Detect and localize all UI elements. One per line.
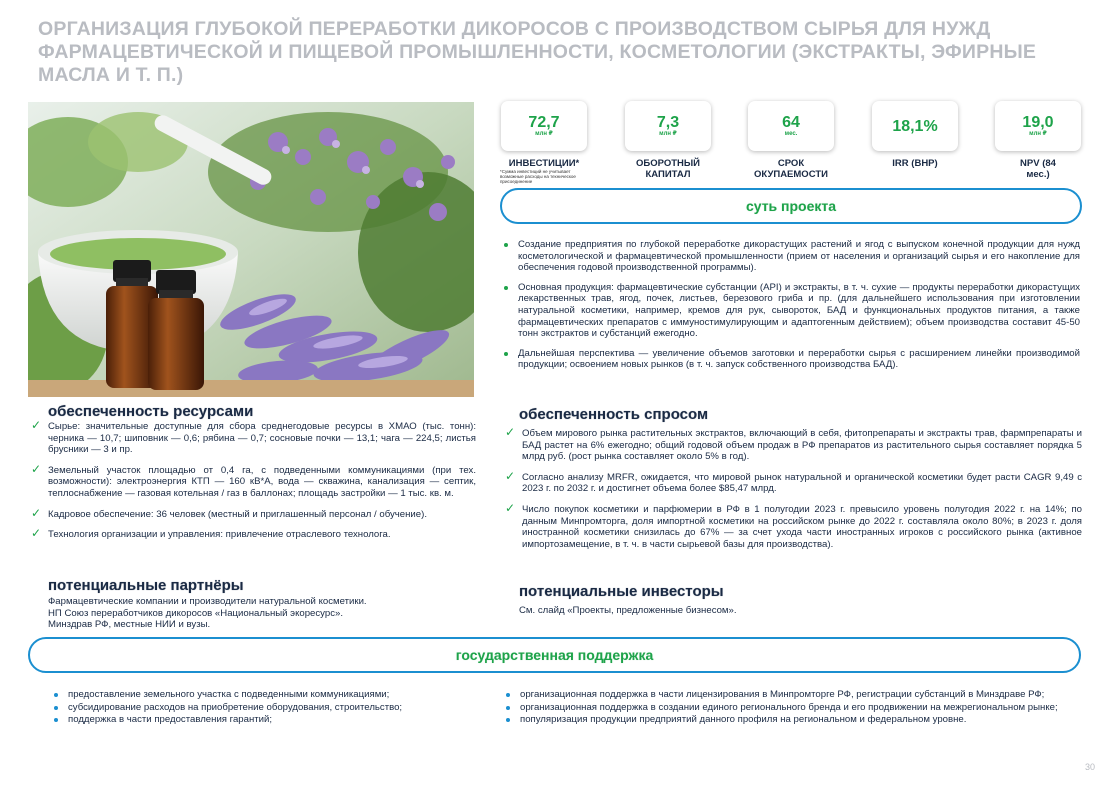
check-icon: ✓ <box>31 418 42 432</box>
kpi-value: 18,1% <box>892 117 938 135</box>
kpi-box <box>748 101 834 151</box>
kpi-npv <box>988 101 1088 180</box>
support-header-label: государственная поддержка <box>455 647 654 663</box>
kpi-box <box>872 101 958 151</box>
support-item: организационная поддержка в создании единого регионального бренда и его продвижении на межрегиональном рынке; <box>502 702 1082 714</box>
essence-item: Дальнейшая перспектива — увеличение объемов заготовки и переработки сырья с расширением линейки производимой продукции; освоением новых рынков (в т. ч. запуск собственного производства БАД). <box>500 348 1080 371</box>
kpi-label: IRR (ВНР) <box>892 158 938 169</box>
partner-line: Фармацевтические компании и производители натуральной косметики. <box>48 596 367 607</box>
resources-item-text: Кадровое обеспечение: 36 человек (местный и приглашенный персонал / обучение). <box>48 508 427 520</box>
support-item: субсидирование расходов на приобретение оборудования, строительство; <box>50 702 470 714</box>
essence-item: Основная продукция: фармацевтические субстанции (API) и экстракты, в т. ч. сухие — продукты переработки дикорастущих лекарственных трав, ягод, почек, листьев, березового гриба и пр. (для дальнейшего использования при изготовлении натуральной косметики, например, кремов для рук, сывороток, БАД и функциональных продуктов питания, а также фармацевтических препаратов с иммуностимулирующим и адаптогенным действием); объем производства составит 45-50 тонн экстрактов и субстанций ежегодно. <box>500 282 1080 340</box>
partners-header: потенциальные партнёры <box>48 577 244 594</box>
essence-header <box>500 188 1082 224</box>
check-icon: ✓ <box>505 500 516 515</box>
investors-header: потенциальные инвесторы <box>519 583 724 600</box>
resources-item-text: Сырье: значительные доступные для сбора среднегодовые ресурсы в ХМАО (тыс. тонн): черника — 10,7; шиповник — 0,6; рябина — 0,7; сосновые почки — 13,1; чага — 224,5; листья брусники — 3 и пр. <box>48 421 476 456</box>
check-icon: ✓ <box>31 505 42 520</box>
kpi-payback <box>741 101 841 180</box>
kpi-investments <box>494 101 594 184</box>
partner-line: НП Союз переработчиков дикоросов «Национальный экоресурс». <box>48 607 343 619</box>
investors-text: См. слайд «Проекты, предложенные бизнесом». <box>519 605 737 616</box>
demand-item-text: Число покупок косметики и парфюмерии в РФ в 1 полугодии 2023 г. превысило уровень полугодия 2022 г. на 14%; по данным Минпромторга, доля импортной косметики на российском рынке до 2022 г. составляла около 80%; в 2023 г. доля иностранной косметики снизилась до 67% — за счет ухода части иностранных игроков с российского рынка (активное импортозамещение, в т. ч. в части сырьевой базы для производства). <box>522 503 1082 550</box>
partners-block <box>48 596 468 631</box>
essence-header-label: суть проекта <box>745 198 837 214</box>
kpi-label: СРОК ОКУПАЕМОСТИ <box>754 158 828 180</box>
support-right-block <box>502 689 1082 727</box>
partner-line: Минздрав РФ, местные НИИ и вузы. <box>48 619 211 631</box>
kpi-value: 19,0 <box>1022 114 1054 131</box>
kpi-unit: млн ₽ <box>1029 131 1047 137</box>
kpi-label: ОБОРОТНЫЙ КАПИТАЛ <box>636 158 700 180</box>
resources-item-text: Земельный участок площадью от 0,4 га, с подведенными коммуникациями (при тех. возможности): электроэнергия КТП — 160 кВ*А, вода — скважина, канализация — септик, теплоснабжение — газовая котельная / газ в баллонах; площадь застройки — 1 тыс. кв. м. <box>48 464 476 499</box>
kpi-value: 64 <box>782 114 800 131</box>
kpi-box <box>501 101 587 151</box>
demand-item <box>504 425 1082 463</box>
kpi-box <box>995 101 1081 151</box>
check-icon: ✓ <box>505 425 516 439</box>
demand-header: обеспеченность спросом <box>519 406 709 423</box>
demand-item <box>504 468 1082 495</box>
demand-block <box>504 425 1082 559</box>
kpi-box <box>625 101 711 151</box>
resources-block <box>30 418 476 550</box>
herbs-photo <box>28 102 474 397</box>
kpi-label: NPV (84 мес.) <box>1020 158 1056 180</box>
kpi-footnote: *Сумма инвестиций не учитывает возможные расходы на техническое присоединение <box>500 169 576 184</box>
kpi-unit: млн ₽ <box>659 131 677 137</box>
kpi-working-capital <box>618 101 718 180</box>
support-left-block <box>50 689 470 727</box>
resources-item-text: Технология организации и управления: привлечение отраслевого технолога. <box>48 529 391 541</box>
demand-item <box>504 500 1082 550</box>
demand-item-text: Согласно анализу MRFR, ожидается, что мировой рынок натуральной и органической косметики будет расти CAGR 9,49 с 2023 г. по 2032 г. и достигнет объема более $85,47 млрд. <box>522 471 1082 495</box>
kpi-unit: млн ₽ <box>535 131 553 137</box>
resources-item <box>30 526 476 541</box>
essence-block <box>500 239 1080 379</box>
kpi-irr <box>865 101 965 169</box>
check-icon: ✓ <box>505 468 516 483</box>
kpi-value: 72,7 <box>528 114 560 131</box>
resources-item <box>30 461 476 500</box>
support-item: предоставление земельного участка с подведенными коммуникациями; <box>50 689 470 701</box>
support-header <box>28 637 1081 673</box>
support-item: популяризация продукции предприятий данного профиля на региональном и федеральном уровне. <box>502 714 1082 726</box>
page-title: ОРГАНИЗАЦИЯ ГЛУБОКОЙ ПЕРЕРАБОТКИ ДИКОРОСОВ С ПРОИЗВОДСТВОМ СЫРЬЯ ДЛЯ НУЖД ФАРМАЦЕВТИЧЕСКОЙ И ПИЩЕВОЙ ПРОМЫШЛЕННОСТИ, КОСМЕТОЛОГИИ (ЭКСТРАКТЫ, ЭФИРНЫЕ МАСЛА И Т. П.) <box>38 18 1037 86</box>
support-item: организационная поддержка в части лицензирования в Минпромторге РФ, регистрации субстанций в Минздраве РФ; <box>502 689 1082 701</box>
resources-item <box>30 505 476 521</box>
kpi-label: ИНВЕСТИЦИИ* <box>508 158 580 169</box>
resources-header: обеспеченность ресурсами <box>48 403 254 420</box>
check-icon: ✓ <box>31 526 42 541</box>
check-icon: ✓ <box>31 461 42 476</box>
essence-item: Создание предприятия по глубокой переработке дикорастущих растений и ягод с выпуском конечной продукции для нужд косметологической и фармацевтической промышленности (прием от населения и организаций сырья и его накопление для обеспечения годовой производственной программы). <box>500 239 1080 274</box>
kpi-unit: мес. <box>784 131 798 137</box>
support-item: поддержка в части предоставления гарантий; <box>50 714 470 726</box>
resources-item <box>30 418 476 456</box>
demand-item-text: Объем мирового рынка растительных экстрактов, включающий в себя, фитопрепараты и экстракты трав, фармпрепараты и БАД растет на 6% ежегодно; общий годовой объем продаж в РФ препаратов из растительного сырья составляет порядка 5 млрд руб. (рост рынка составляет около 5% в год). <box>522 428 1082 463</box>
page-number: 30 <box>1084 762 1095 772</box>
kpi-value: 7,3 <box>656 114 680 131</box>
